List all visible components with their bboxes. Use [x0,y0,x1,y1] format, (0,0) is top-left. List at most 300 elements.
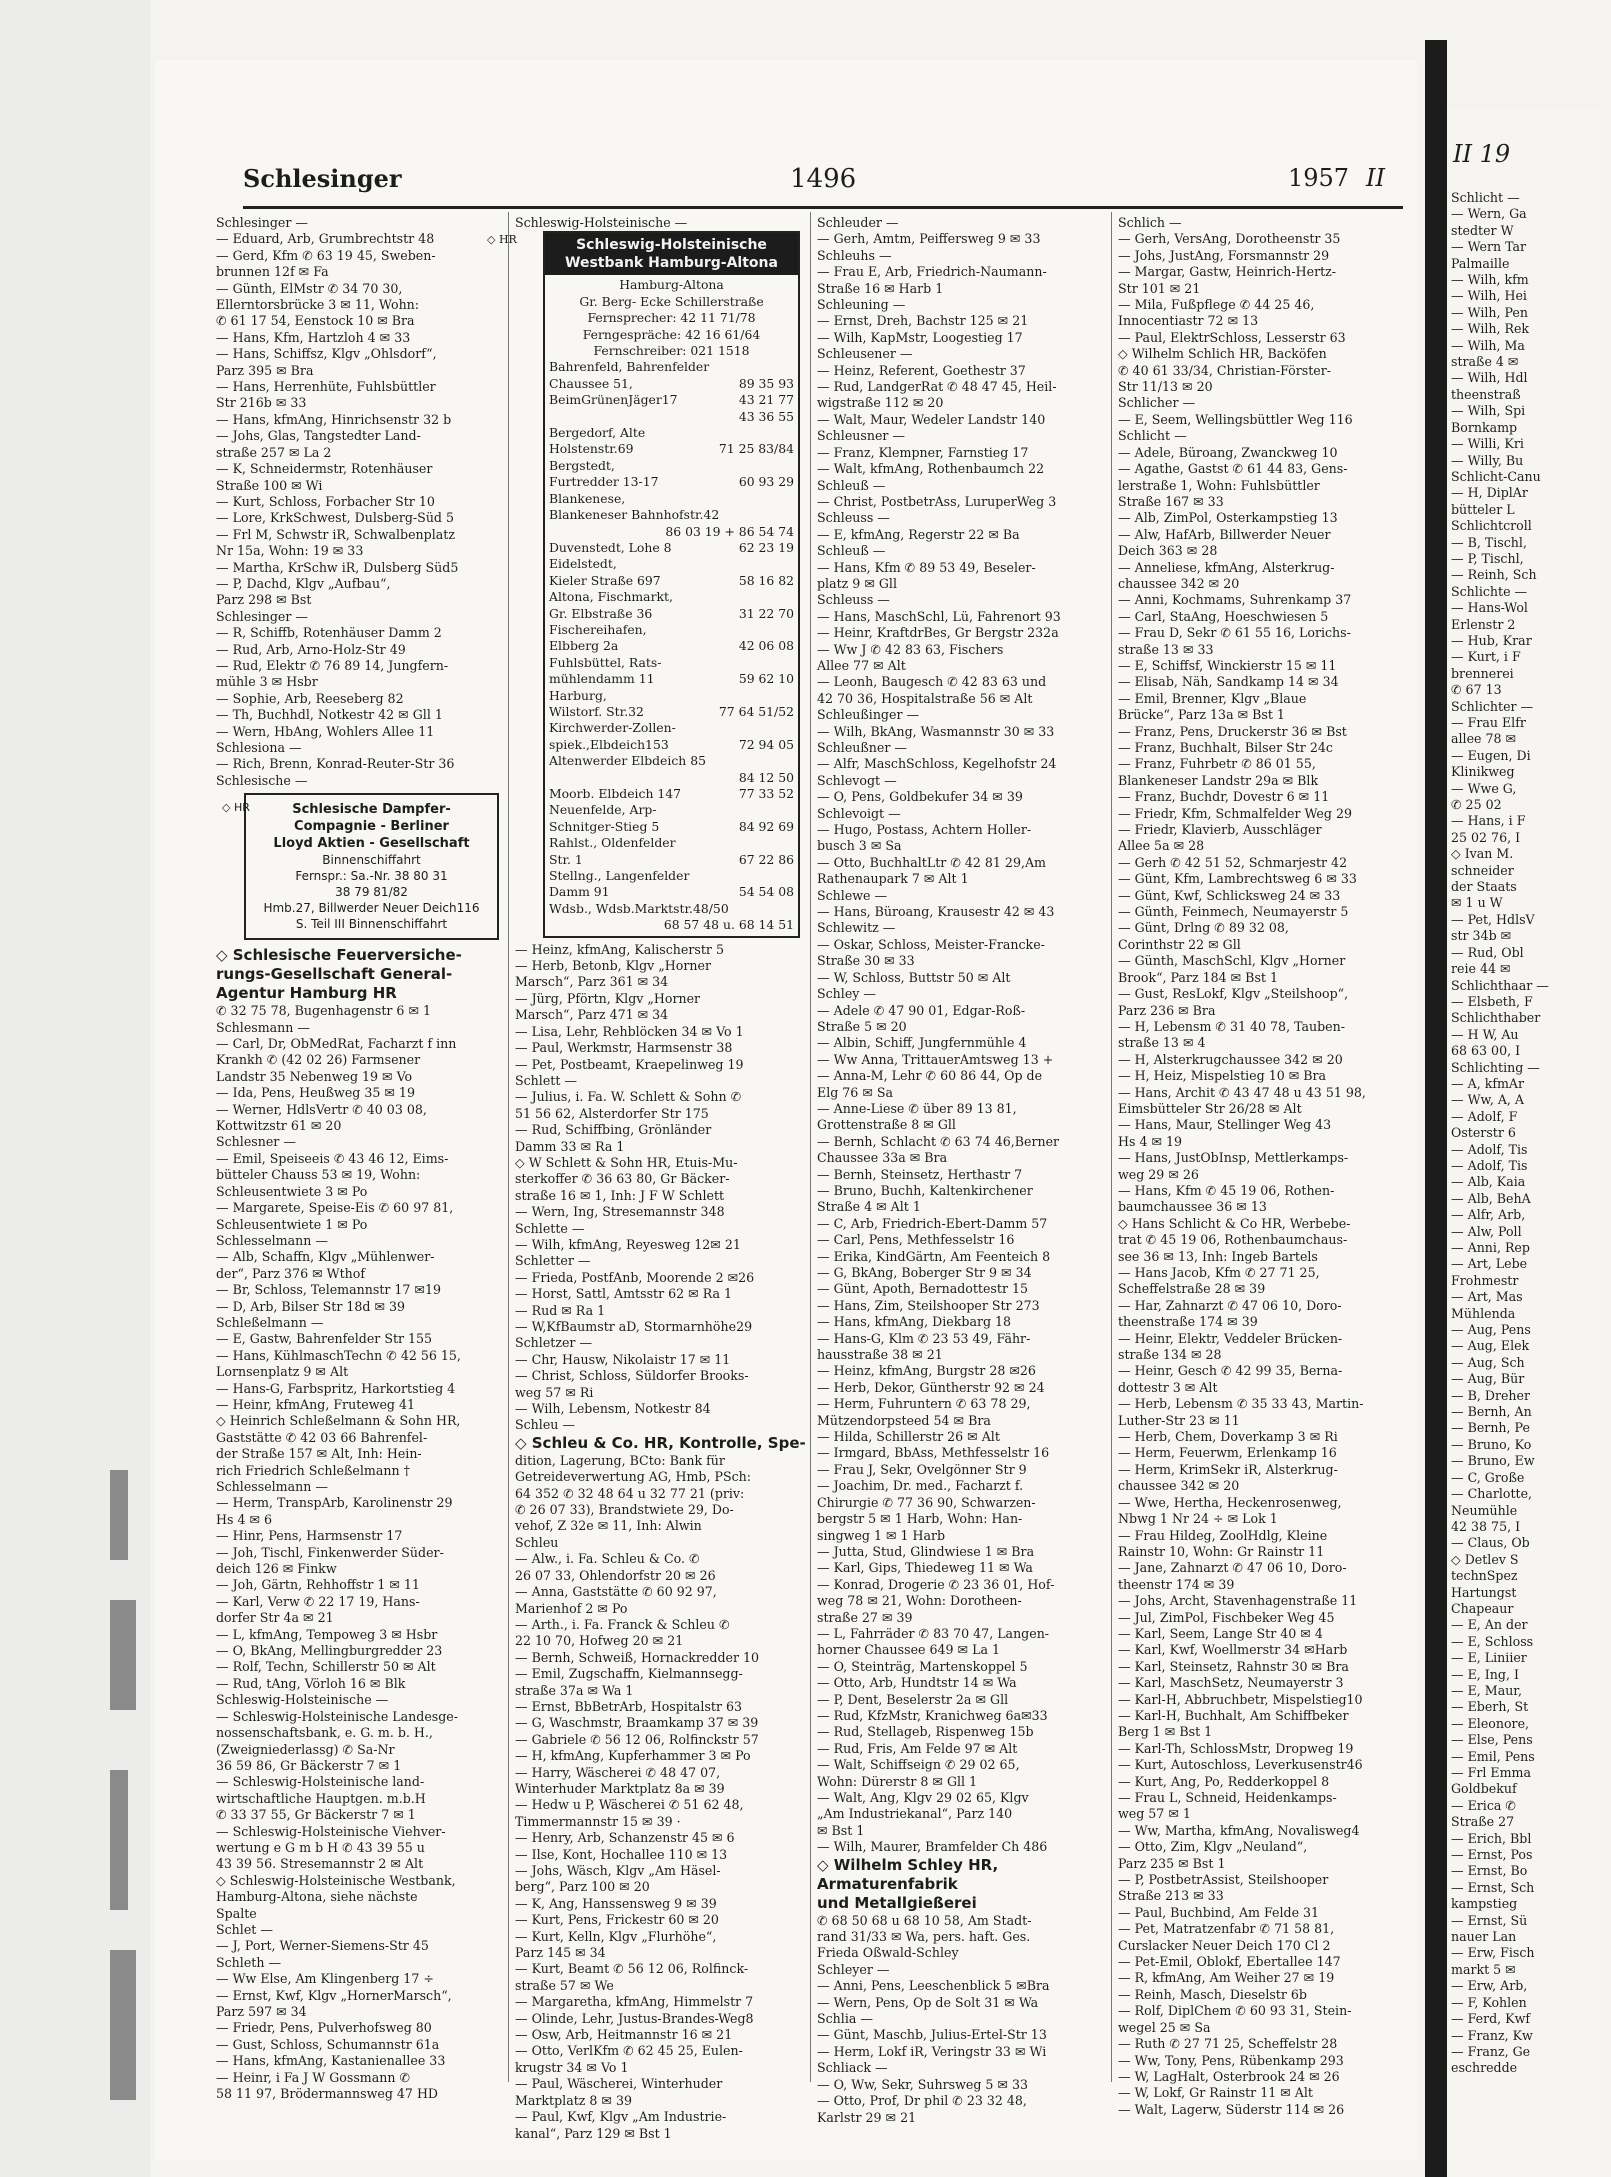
directory-line: — E, An der [1451,1617,1528,1633]
directory-line: — Frau D, Sekr ✆ 61 55 16, Lorichs- [1118,625,1351,641]
branch-phone: 77 33 52 [738,786,794,801]
directory-line: — Frau Hildeg, ZoolHdlg, Kleine [1118,1527,1328,1543]
bank-branch-row [549,917,794,933]
directory-line: platz 9 ✉ Gll [817,575,897,591]
directory-line: — Hans, Kfm, Hartzloh 4 ✉ 33 [216,329,411,345]
advert-box [222,793,499,940]
branch-name: Rahlst., Oldenfelder [549,835,676,851]
directory-line: Getreideverwertung AG, Hmb, PSch: [515,1469,751,1485]
branch-phone: 77 64 51/52 [718,703,794,719]
directory-line: str 34b ✉ [1451,928,1512,944]
bank-advert [487,231,800,937]
directory-line: — Hans, Zim, Steilshooper Str 273 [817,1297,1040,1313]
directory-line: weg 78 ✉ 21, Wohn: Dorotheen- [817,1593,1022,1609]
branch-phone: 67 22 86 [738,851,794,867]
directory-line: — Hans-G, Farbspritz, Harkortstieg 4 [216,1380,456,1396]
directory-line: — Heinr, Elektr, Veddeler Brücken- [1118,1330,1343,1346]
directory-line: Blankeneser Landstr 29a ✉ Blk [1118,772,1319,788]
directory-line: nossenschaftsbank, e. G. m. b. H., [216,1725,433,1741]
directory-line: Scheffelstraße 28 ✉ 39 [1118,1281,1266,1297]
bank-branch-row [549,540,794,556]
directory-line: Spalte [216,1905,257,1921]
bank-branch-row [549,802,794,818]
directory-line: — Alb, Schaffn, Klgv „Mühlenwer- [216,1249,435,1265]
directory-line: chaussee 342 ✉ 20 [1118,575,1240,591]
directory-line: theenstr 174 ✉ 39 [1118,1576,1235,1592]
directory-line: — Walt, Lagerw, Süderstr 114 ✉ 26 [1118,2101,1345,2117]
directory-line: — Friedr, Klavierb, Ausschläger [1118,822,1322,838]
directory-line: — W, Schloss, Buttstr 50 ✉ Alt [817,969,1011,985]
branch-phone: 62 23 19 [738,539,794,555]
directory-line: theenstraß [1451,386,1521,402]
directory-line: Lloyd Aktien - Gesellschaft [273,836,470,852]
directory-line: — Art, Mas [1451,1289,1523,1305]
directory-line: 25 02 76, I [1451,829,1521,845]
directory-line: Schlevoigt — [817,805,901,821]
directory-line: straße 4 ✉ [1451,354,1519,370]
directory-line: — Bruno, Buchh, Kaltenkirchener [817,1182,1033,1198]
directory-line: Westbank Hamburg-Altona [565,255,778,272]
directory-line: Schleßelmann — [216,1314,324,1330]
directory-line: — Rich, Brenn, Konrad-Reuter-Str 36 [216,756,455,772]
directory-line: Schlia — [817,2011,873,2027]
directory-line: — Else, Pens [1451,1732,1533,1748]
directory-line: — Kurt, Beamt ✆ 56 12 06, Rolfinck- [515,1961,749,1977]
directory-line: Frieda Oßwald-Schley [817,1945,959,1961]
directory-line: — Sophie, Arb, Reeseberg 82 [216,690,404,706]
directory-line: Elg 76 ✉ Sa [817,1084,894,1100]
directory-line: — Wilh, Hei [1451,288,1527,304]
directory-line: — Joachim, Dr. med., Facharzt f. [817,1478,1024,1494]
bank-branch-row [549,884,794,900]
directory-line: ◇ Detlev S [1451,1551,1519,1567]
directory-line: — Schleswig-Holsteinische Viehver- [216,1823,446,1839]
directory-line: Allee 77 ✉ Alt [817,657,906,673]
directory-line: Schlesinger — [216,215,309,230]
directory-line: — Heinr, kfmAng, Fruteweg 41 [216,1396,416,1412]
branch-phone: 89 35 93 [738,375,794,391]
directory-line: Straße 27 [1451,1814,1515,1830]
directory-line: — Wilh, kfm [1451,272,1529,288]
bank-branch-row [549,441,794,457]
directory-line: — Rud, Schiffbing, Grönländer [515,1122,712,1138]
directory-line: trat ✆ 45 19 06, Rothenbaumchaus- [1118,1232,1348,1248]
directory-line: wirtschaftliche Hauptgen. m.b.H [216,1790,426,1806]
directory-line: wigstraße 112 ✉ 20 [817,395,944,411]
directory-line: der Straße 157 ✉ Alt, Inh: Hein- [216,1446,422,1462]
directory-line: — Lisa, Lehr, Rehblöcken 34 ✉ Vo 1 [515,1023,744,1039]
directory-line: Nr 15a, Wohn: 19 ✉ 33 [216,543,364,559]
directory-line: 22 10 70, Hofweg 20 ✉ 21 [515,1633,684,1649]
col4-entries [1118,215,1403,2118]
directory-line: — Ww J ✆ 42 83 63, Fischers [817,641,1004,657]
directory-line: — Walt, Schiffseign ✆ 29 02 65, [817,1757,1020,1773]
branch-name: Bergstedt, [549,457,615,473]
directory-line: — Rud, Obl [1451,944,1524,960]
directory-line: — Eugen, Di [1451,747,1531,763]
branch-name: Altona, Fischmarkt, [549,589,673,605]
directory-line: — Chr, Hausw, Nikolaistr 17 ✉ 11 [515,1351,731,1367]
branch-name: spiek.,Elbdeich153 [549,736,669,752]
directory-line: — Wilh, Hdl [1451,370,1528,386]
directory-line: eschredde [1451,2060,1518,2076]
column-divider [508,212,509,2082]
directory-line: — Hugo, Postass, Achtern Holler- [817,822,1032,838]
directory-line: — Franz, Buchhalt, Bilser Str 24c [1118,740,1333,755]
directory-line: Binnenschiffahrt [322,853,421,868]
facing-page [1447,110,1600,2177]
directory-line: — Anne-Liese ✆ über 89 13 81, [817,1100,1017,1116]
branch-name: Holstenstr.69 [549,441,634,457]
directory-line: — Anna, Gaststätte ✆ 60 92 97, [515,1584,717,1600]
directory-line: Chapeaur [1451,1600,1514,1616]
directory-line: Compagnie - Berliner [294,819,449,835]
directory-line: Schleusentwiete 3 ✉ Po [216,1183,368,1199]
directory-line: — A, kfmAr [1451,1075,1525,1091]
directory-line: Kottwitzstr 61 ✉ 20 [216,1118,342,1134]
directory-line: — Hinr, Pens, Harmsenstr 17 [216,1528,403,1544]
directory-line: — Frl Emma [1451,1765,1531,1780]
directory-line: vehof, Z 32e ✉ 11, Inh: Alwin [515,1518,702,1534]
directory-line: — Har, Zahnarzt ✆ 47 06 10, Doro- [1118,1297,1342,1313]
directory-line: — Herb, Betonb, Klgv „Horner [515,958,711,974]
bank-branch-row [549,622,794,638]
directory-line: Armaturenfabrik [817,1874,958,1893]
branch-phone: 54 54 08 [738,884,794,900]
directory-line: Schleuss — [817,510,890,526]
branch-phone: 59 62 10 [738,671,794,687]
directory-line: Str 216b ✉ 33 [216,395,307,411]
directory-line: — Reinh, Masch, Dieselstr 6b [1118,1986,1307,2002]
directory-line: Krankh ✆ (42 02 26) Farmsener [216,1052,421,1068]
directory-line: — Alfr, MaschSchloss, Kegelhofstr 24 [817,756,1057,772]
branch-phone: 58 16 82 [738,572,794,588]
directory-line: — J, Port, Werner-Siemens-Str 45 [216,1938,429,1954]
directory-line: allee 78 ✉ [1451,731,1517,747]
directory-line: chaussee 342 ✉ 20 [1118,1478,1240,1494]
bank-branch-row [549,376,794,392]
directory-line: — Otto, Prof, Dr phil ✆ 23 32 48, [817,2093,1027,2109]
directory-line: Straße 213 ✉ 33 [1118,1888,1224,1904]
directory-line: — Wilh, Lebensm, Notkestr 84 [515,1401,711,1417]
directory-line: — Ernst, Bo [1451,1863,1528,1879]
directory-line: Berg 1 ✉ Bst 1 [1118,1724,1213,1740]
column-1 [216,215,501,2102]
directory-line: Str 11/13 ✉ 20 [1118,379,1213,395]
directory-line: — Wern, Pens, Op de Solt 31 ✉ Wa [817,1994,1039,2010]
directory-line: Schlet — [216,1921,273,1937]
directory-line: Schleswig-Holsteinische — [515,215,688,230]
directory-line: — Anna-M, Lehr ✆ 60 86 44, Op de [817,1068,1043,1084]
directory-line: Schlesselmann — [216,1232,328,1248]
bank-branch-row [549,491,794,507]
facing-page-entries [1447,190,1611,2077]
directory-line: ◇ Heinrich Schleßelmann & Sohn HR, [216,1413,461,1429]
directory-line: — Adolf, Tis [1451,1141,1528,1157]
directory-line: — Olinde, Lehr, Justus-Brandes-Weg8 [515,2010,754,2026]
directory-line: 38 79 81/82 [335,885,408,900]
directory-line: ✆ 33 37 55, Gr Bäckerstr 7 ✉ 1 [216,1807,416,1823]
bank-title [545,233,798,275]
directory-line: — Ww Anna, TrittauerAmtsweg 13 + [817,1051,1054,1067]
directory-line: — Hans, Büroang, Krausestr 42 ✉ 43 [817,904,1055,920]
directory-line: wegel 25 ✉ Sa [1118,2019,1211,2035]
directory-line: Schlewitz — [817,920,896,936]
directory-line: — Franz, Fuhrbetr ✆ 86 01 55, [1118,756,1316,772]
directory-line: Klinikweg [1451,764,1515,780]
directory-line: — Günth, MaschSchl, Klgv „Horner [1118,953,1346,969]
directory-line: weg 29 ✉ 26 [1118,1166,1199,1182]
branch-phone: 71 25 83/84 [718,441,794,457]
directory-line: ✆ 67 13 [1451,682,1502,698]
directory-line: rungs-Gesellschaft General- [216,965,453,984]
directory-line: — Heinr, Gesch ✆ 42 99 35, Berna- [1118,1363,1343,1379]
directory-line: — Jürg, Pförtn, Klgv „Horner [515,990,701,1006]
directory-line: Hs 4 ✉ 6 [216,1511,273,1527]
directory-line: — Adolf, Tis [1451,1157,1528,1173]
directory-line: — P, PostbetrAssist, Steilshooper [1118,1872,1329,1888]
book-gutter [1425,40,1447,2177]
bank-branch-row [549,556,794,572]
facing-page-header: II 19 [1453,140,1511,168]
directory-line: — Hans, kfmAng, Kastanienallee 33 [216,2053,446,2069]
directory-line: — D, Arb, Bilser Str 18d ✉ 39 [216,1298,406,1314]
directory-line: Allee 5a ✉ 28 [1118,838,1205,854]
directory-line: — Margar, Gastw, Heinrich-Hertz- [1118,264,1337,280]
directory-line: Parz 235 ✉ Bst 1 [1118,1855,1226,1871]
directory-line: — Margaretha, kfmAng, Himmelstr 7 [515,1994,754,2010]
bank-branch-row [549,392,794,408]
directory-line: — Otto, Arb, Hundtstr 14 ✉ Wa [817,1675,1017,1691]
directory-line: Straße 4 ✉ Alt 1 [817,1199,921,1215]
directory-line: — Herm, Fuhruntern ✆ 63 78 29, [817,1396,1031,1412]
directory-line: Schleusener — [817,346,913,362]
advert-title [250,801,493,852]
directory-line: S. Teil III Binnenschiffahrt [295,917,448,932]
directory-line: — Karl, MaschSetz, Neumayerstr 3 [1118,1675,1344,1691]
branch-name: Wilstorf. Str.32 [549,703,644,719]
directory-line: — O, Ww, Sekr, Suhrsweg 5 ✉ 33 [817,2076,1029,2092]
directory-line: Rainstr 10, Wohn: Gr Rainstr 11 [1118,1543,1325,1559]
directory-line: — Rud, Arb, Arno-Holz-Str 49 [216,641,406,657]
directory-line: — Bernh, Schweiß, Hornackredder 10 [515,1649,760,1665]
directory-line: — Karl, Seem, Lange Str 40 ✉ 4 [1118,1625,1323,1641]
directory-line: bergstr 5 ✉ 1 Harb, Wohn: Han- [817,1511,1023,1527]
directory-line: — Emil, Brenner, Klgv „Blaue [1118,690,1307,706]
directory-line: — Ernst, Sü [1451,1912,1528,1928]
directory-line: — Reinh, Sch [1451,567,1537,583]
directory-line: Winterhuder Marktplatz 8a ✉ 39 [515,1780,725,1796]
directory-line: — Kurt, Schloss, Forbacher Str 10 [216,493,435,509]
directory-line: — Otto, Zim, Klgv „Neuland“, [1118,1839,1308,1855]
directory-line: — H, Lebensm ✆ 31 40 78, Tauben- [1118,1018,1346,1034]
directory-line: Grottenstraße 8 ✉ Gll [817,1117,956,1133]
directory-line: — Eberh, St [1451,1699,1529,1715]
bank-branch-row [549,868,794,884]
directory-line: — Walt, kfmAng, Rothenbaumch 22 [817,461,1045,477]
directory-line: — Bruno, Ko [1451,1436,1532,1452]
directory-line: Str 101 ✉ 21 [1118,280,1201,296]
directory-line: ✆ 25 02 [1451,797,1502,813]
directory-line: — Frieda, PostfAnb, Moorende 2 ✉26 [515,1269,755,1285]
directory-line: — Heinz, kfmAng, Burgstr 28 ✉26 [817,1363,1036,1379]
directory-line: — Gust, Schloss, Schumannstr 61a [216,2036,440,2052]
directory-line: stedter W [1451,222,1514,238]
directory-line: — Lore, KrkSchwest, Dulsberg-Süd 5 [216,510,455,526]
directory-line: Straße 16 ✉ Harb 1 [817,280,944,296]
directory-line: — Günt, Kfm, Lambrechtsweg 6 ✉ 33 [1118,871,1357,887]
directory-line: — Carl, StaAng, Hoeschwiesen 5 [1118,608,1329,624]
directory-line: — Ww, Martha, kfmAng, Novalisweg4 [1118,1822,1360,1838]
directory-line: Osterstr 6 [1451,1125,1516,1141]
bank-branch-row [549,770,794,786]
directory-line: kampstieg [1451,1896,1518,1912]
directory-line: — Ilse, Kont, Hochallee 110 ✉ 13 [515,1846,728,1862]
directory-line: — Br, Schloss, Telemannstr 17 ✉19 [216,1282,442,1298]
directory-line: Hamburg-Altona [619,277,724,293]
branch-name: Furtredder 13-17 [549,474,659,490]
page-header [243,160,1403,210]
col3-entries-cont [817,1913,1102,2126]
directory-line: — Charlotte, [1451,1486,1533,1502]
directory-line: — K, Schneidermstr, Rotenhäuser [216,461,433,477]
directory-line: Schlichter — [1451,698,1534,714]
directory-line: — B, Tischl, [1451,534,1527,550]
directory-line: — Agathe, Gastst ✆ 61 44 83, Gens- [1118,461,1348,477]
directory-line: — C, Große [1451,1469,1525,1485]
directory-line: Marienhof 2 ✉ Po [515,1600,628,1616]
directory-line: — E, Gastw, Bahrenfelder Str 155 [216,1331,433,1347]
directory-line: — Kurt, i F [1451,649,1521,665]
branch-name: mühlendamm 11 [549,671,655,687]
directory-line: — Joh, Tischl, Finkenwerder Süder- [216,1544,444,1560]
directory-line: — Aug, Pens [1451,1322,1531,1338]
directory-line: — Alb, BehA [1451,1190,1531,1206]
directory-line: Schleyer — [817,1961,890,1977]
directory-line: — Franz, Buchdr, Dovestr 6 ✉ 11 [1118,789,1330,805]
directory-line: „Am Industriekanal“, Parz 140 [817,1806,1013,1822]
directory-line: — Hans, kfmAng, Hinrichsenstr 32 b [216,411,452,427]
directory-line: — Hans, KühlmaschTechn ✆ 42 56 15, [216,1347,461,1363]
directory-line: — Heinz, Referent, Goethestr 37 [817,362,1026,378]
directory-line: ✆ 61 17 54, Eenstock 10 ✉ Bra [216,313,415,329]
directory-line: reie 44 ✉ [1451,961,1511,977]
bank-branch-row [549,786,794,802]
column-2 [487,215,806,2141]
directory-line: Straße 167 ✉ 33 [1118,493,1224,509]
directory-line: — Wern, Ing, Stresemannstr 348 [515,1204,725,1220]
directory-line: — R, kfmAng, Am Weiher 27 ✉ 19 [1118,1970,1335,1986]
directory-line: Schlette — [515,1220,585,1236]
branch-phone: 43 36 55 [738,408,794,424]
directory-line: — Paul, Wäscherei, Winterhuder [515,2076,723,2092]
col2-entries-cont [515,942,800,1434]
directory-line: — Hans, Schiffsz, Klgv „Ohlsdorf“, [216,346,437,362]
directory-line: straße 16 ✉ 1, Inh: J F W Schlett [515,1187,725,1203]
col1-entries-cont [216,1003,501,2102]
directory-line: Chirurgie ✆ 77 36 90, Schwarzen- [817,1494,1036,1510]
directory-line: Straße 30 ✉ 33 [817,953,915,969]
directory-line: — Günt, Kwf, Schlicksweg 24 ✉ 33 [1118,887,1341,903]
directory-line: — Alw, Poll [1451,1223,1522,1239]
directory-line: technSpez [1451,1568,1518,1584]
branch-name: Elbberg 2a [549,638,619,654]
header-year: 1957 [1288,164,1350,192]
directory-line: — R, Schiffb, Rotenhäuser Damm 2 [216,625,442,641]
branch-name: Str. 1 [549,851,583,867]
directory-line: 68 63 00, I [1451,1043,1521,1059]
directory-line: — Ida, Pens, Heußweg 35 ✉ 19 [216,1085,415,1101]
directory-line: — Wilh, Maurer, Bramfelder Ch 486 [817,1839,1048,1855]
column-divider [810,212,811,2082]
bank-branch-row [549,901,794,917]
directory-line: 26 07 33, Ohlendorfstr 20 ✉ 26 [515,1567,716,1583]
directory-line: Curslacker Neuer Deich 170 Cl 2 [1118,1937,1331,1953]
directory-line: Schletzer — [515,1335,593,1351]
directory-line: — Johs, Wäsch, Klgv „Am Häsel- [515,1863,721,1878]
directory-line: weg 57 ✉ Ri [515,1384,594,1400]
directory-line: Chaussee 33a ✉ Bra [817,1150,948,1166]
directory-line: — Ernst, Kwf, Klgv „HornerMarsch“, [216,1987,452,2003]
directory-line: — Gust, ResLokf, Klgv „Steilshoop“, [1118,986,1349,1002]
directory-line: — O, Pens, Goldbekufer 34 ✉ 39 [817,789,1023,805]
directory-line: Schlichte — [1451,583,1528,599]
directory-line: — Gerd, Kfm ✆ 63 19 45, Sweben- [216,247,436,263]
directory-line: rich Friedrich Schleßelmann † [216,1462,410,1478]
directory-line: Damm 33 ✉ Ra 1 [515,1138,625,1154]
bank-branches [549,359,794,933]
directory-line: — Wern, HbAng, Wohlers Allee 11 [216,723,435,739]
directory-line: — Alfr, Arb, [1451,1207,1526,1223]
directory-line: — Günt, Drlng ✆ 89 32 08, [1118,920,1289,936]
directory-line: Brücke“, Parz 13a ✉ Bst 1 [1118,707,1285,723]
directory-line: Fernspr.: Sa.-Nr. 38 80 31 [295,869,448,884]
directory-line: — Wilh, BkAng, Wasmannstr 30 ✉ 33 [817,723,1055,739]
directory-line: — Anni, Rep [1451,1240,1530,1255]
directory-line: — Herb, Dekor, Güntherstr 92 ✉ 24 [817,1379,1045,1395]
directory-line: — E, Schiffsf, Winckierstr 15 ✉ 11 [1118,657,1337,673]
directory-line: — Elisab, Näh, Sandkamp 14 ✉ 34 [1118,674,1339,690]
directory-line: — Frau Elfr [1451,715,1526,730]
bank-branch-row [549,458,794,474]
directory-line: — Johs, Glas, Tangstedter Land- [216,428,421,444]
directory-line: ✆ 68 50 68 u 68 10 58, Am Stadt- [817,1912,1032,1928]
directory-line: — H, DiplAr [1451,485,1528,501]
bold-entry [216,946,501,1003]
directory-line: — Hans, Archit ✆ 43 47 48 u 43 51 98, [1118,1084,1366,1100]
branch-phone: 72 94 05 [738,736,794,752]
directory-line: — Hans, MaschSchl, Lü, Fahrenort 93 [817,608,1061,624]
directory-line: straße 57 ✉ We [515,1977,614,1993]
directory-line: Straße 100 ✉ Wi [216,477,323,493]
column-3 [817,215,1102,2125]
directory-line: — Pet-Emil, Oblokf, Ebertallee 147 [1118,1954,1341,1970]
bank-branch-row [549,589,794,605]
directory-line: — Kurt, Ang, Po, Redderkoppel 8 [1118,1773,1330,1789]
directory-line: — Adele, Büroang, Zwanckweg 10 [1118,444,1338,460]
directory-line: — Schleswig-Holsteinische land- [216,1774,425,1790]
branch-name: Schnitger-Stieg 5 [549,818,660,834]
directory-line: Nbwg 1 Nr 24 ÷ ✉ Lok 1 [1118,1511,1278,1527]
directory-line: Hs 4 ✉ 19 [1118,1133,1183,1149]
directory-line: — Günt, Apoth, Bernadottestr 15 [817,1281,1029,1297]
directory-line: Schlesmann — [216,1019,311,1035]
directory-line: Marsch“, Parz 361 ✉ 34 [515,974,669,990]
directory-line: — Wilh, Pen [1451,304,1528,320]
directory-line: — Albin, Schiff, Jungfernmühle 4 [817,1035,1027,1051]
branch-name: Gr. Elbstraße 36 [549,605,653,621]
directory-line: — E, Maur, [1451,1682,1522,1698]
